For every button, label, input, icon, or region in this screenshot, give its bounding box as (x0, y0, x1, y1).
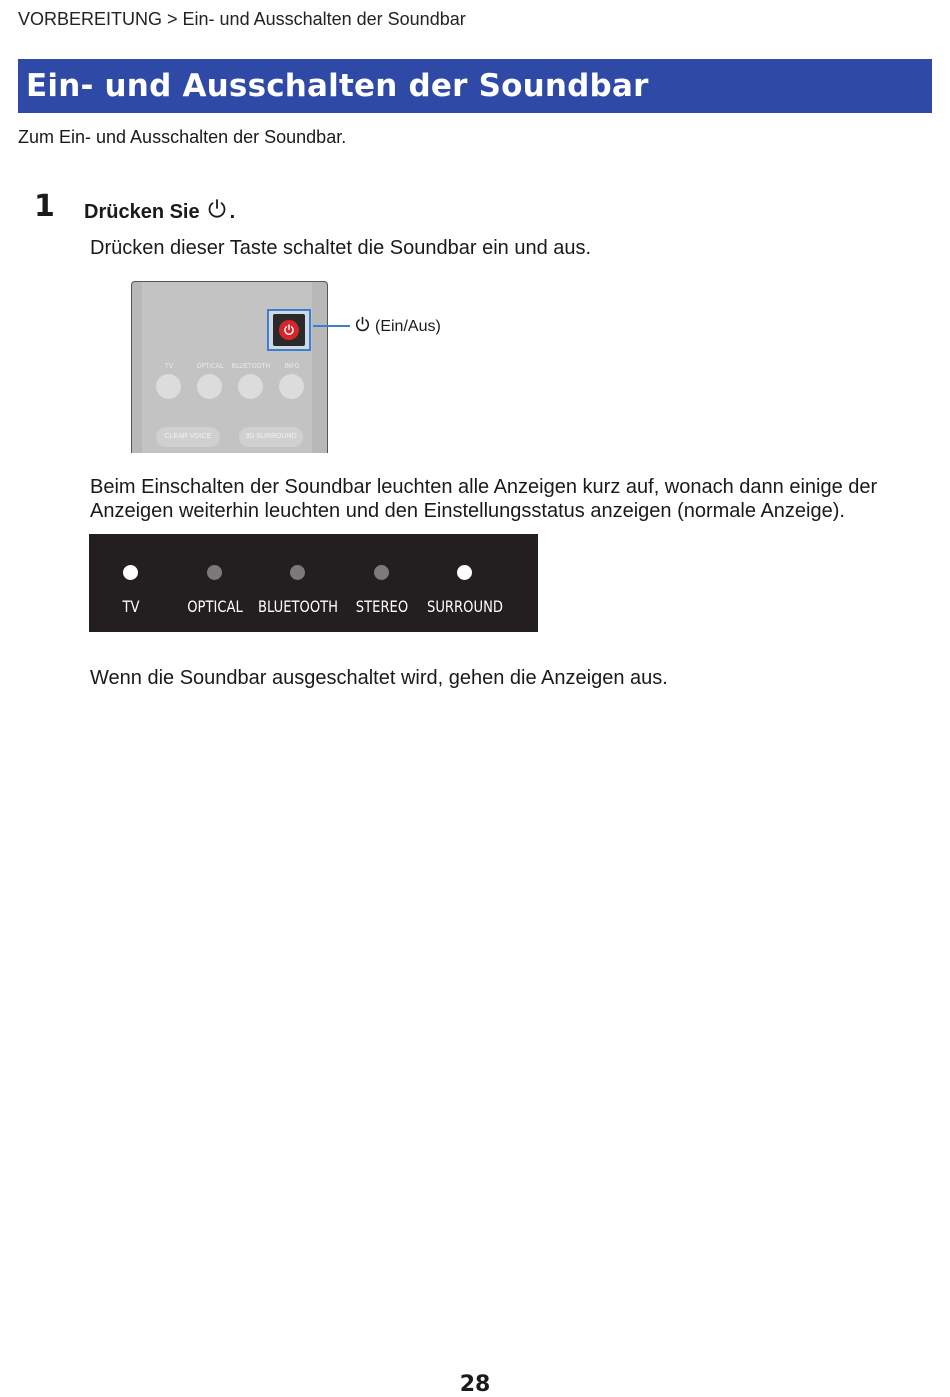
power-icon (283, 324, 295, 336)
intro-text: Zum Ein- und Ausschalten der Soundbar. (18, 127, 347, 147)
indicator-led (207, 565, 222, 580)
remote-button-labels (132, 362, 328, 372)
remote-illustration (131, 281, 328, 453)
page-number: 28 (459, 1372, 491, 1397)
power-icon (206, 198, 228, 226)
indicator-label: SURROUND (426, 597, 504, 616)
power-button (273, 314, 305, 346)
step-title (84, 198, 235, 226)
remote-label-optical: OPTICAL (196, 362, 224, 370)
remote-button-clear-voice: CLEAR VOICE (156, 427, 220, 447)
indicator-led (123, 565, 138, 580)
indicator-surround (415, 534, 515, 632)
indicator-led (457, 565, 472, 580)
remote-label-info: INFO (284, 362, 300, 370)
callout-label (354, 316, 441, 338)
step-description: Drücken dieser Taste schaltet die Soundbar ein und aus. (90, 237, 592, 259)
callout-line (313, 325, 350, 327)
remote-button-tv (156, 374, 181, 399)
title-bar (18, 59, 932, 113)
remote-button-3d-surround: 3D SURROUND (239, 427, 303, 447)
power-button-highlight (267, 309, 311, 351)
indicator-panel (89, 534, 538, 632)
step-title-period: . (229, 200, 236, 223)
remote-button-optical (197, 374, 222, 399)
callout-text: (Ein/Aus) (375, 318, 441, 335)
remote-label-bluetooth: BLUETOOTH (231, 362, 271, 370)
power-led (279, 320, 299, 340)
indicator-label: STEREO (355, 597, 409, 616)
power-on-description: Beim Einschalten der Soundbar leuchten alle Anzeigen kurz auf, wonach dann einige der Anzeigen weiterhin leuchten und den Einstellungsstatus anzeigen (normale Anzeige). (90, 476, 878, 522)
remote-button-bluetooth (238, 374, 263, 399)
indicator-led (374, 565, 389, 580)
power-off-description: Wenn die Soundbar ausgeschaltet wird, gehen die Anzeigen aus. (90, 667, 668, 689)
page-title: Ein- und Ausschalten der Soundbar (26, 68, 649, 104)
indicator-led (290, 565, 305, 580)
step-number: 1 (34, 189, 55, 224)
indicator-label: OPTICAL (187, 597, 243, 616)
power-icon (354, 316, 371, 338)
remote-button-info (279, 374, 304, 399)
indicator-label: BLUETOOTH (257, 597, 339, 616)
indicator-label: TV (122, 597, 140, 616)
step-title-text: Drücken Sie (84, 200, 200, 223)
breadcrumb[interactable]: VORBEREITUNG > Ein- und Ausschalten der Soundbar (18, 9, 466, 29)
remote-label-tv: TV (164, 362, 174, 370)
